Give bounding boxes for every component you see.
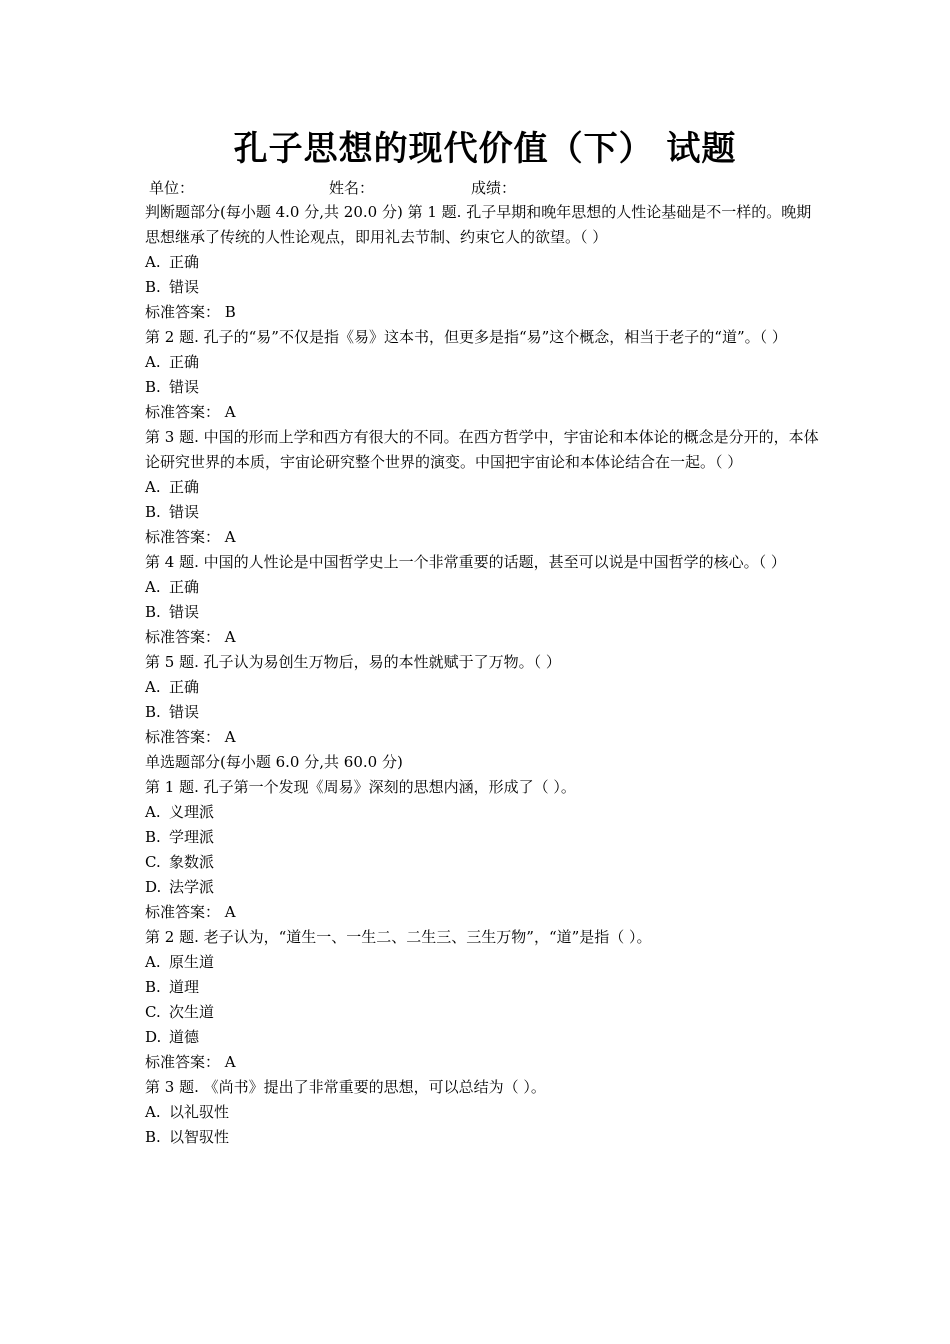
standard-answer: 标准答案： A	[145, 403, 236, 421]
option-text: 错误	[169, 603, 200, 621]
option-letter: A.	[145, 678, 161, 696]
document-page	[145, 124, 825, 1150]
option-text: 正确	[169, 253, 200, 271]
option-c	[145, 850, 825, 875]
option-text: 法学派	[169, 878, 215, 896]
option-letter: C.	[145, 853, 161, 871]
option-d	[145, 1025, 825, 1050]
option-b	[145, 975, 825, 1000]
option-text: 正确	[169, 353, 200, 371]
option-d	[145, 875, 825, 900]
option-b	[145, 700, 825, 725]
option-a	[145, 575, 825, 600]
question-text: 第 4 题. 中国的人性论是中国哲学史上一个非常重要的话题，甚至可以说是中国哲学的核心。（ ）	[145, 553, 786, 571]
question-text: 第 1 题. 孔子早期和晚年思想的人性论基础是不一样的。晚期思想继承了传统的人性论观点，即用礼去节制、约束它人的欲望。（ ）	[145, 203, 812, 246]
option-text: 错误	[169, 703, 200, 721]
option-text: 正确	[169, 578, 200, 596]
option-a	[145, 250, 825, 275]
standard-answer: 标准答案： A	[145, 903, 236, 921]
option-text: 错误	[169, 378, 200, 396]
page-title: 孔子思想的现代价值（下） 试题	[233, 129, 737, 169]
standard-answer: 标准答案： A	[145, 728, 236, 746]
option-letter: A.	[145, 353, 161, 371]
option-letter: B.	[145, 603, 161, 621]
option-letter: D.	[145, 878, 162, 896]
name-label: 姓名：	[329, 179, 375, 197]
section-header-true-false: 判断题部分(每小题 4.0 分,共 20.0 分)	[145, 203, 403, 221]
option-b	[145, 600, 825, 625]
option-text: 次生道	[169, 1003, 215, 1021]
option-b	[145, 275, 825, 300]
standard-answer: 标准答案： A	[145, 1053, 236, 1071]
option-b	[145, 500, 825, 525]
question-text: 第 5 题. 孔子认为易创生万物后，易的本性就赋于了万物。（ ）	[145, 653, 561, 671]
option-text: 错误	[169, 503, 200, 521]
question-text: 第 3 题. 中国的形而上学和西方有很大的不同。在西方哲学中，宇宙论和本体论的概念是分开的，本体论研究世界的本质，宇宙论研究整个世界的演变。中国把宇宙论和本体论结合在一起。（ ）	[145, 428, 819, 471]
option-text: 道德	[169, 1028, 200, 1046]
option-text: 原生道	[169, 953, 215, 971]
question-text: 第 3 题. 《尚书》提出了非常重要的思想，可以总结为（ ）。	[145, 1078, 546, 1096]
section-header-multiple-choice: 单选题部分(每小题 6.0 分,共 60.0 分)	[145, 753, 403, 771]
unit-label: 单位：	[149, 179, 195, 197]
option-letter: B.	[145, 503, 161, 521]
standard-answer: 标准答案： A	[145, 528, 236, 546]
option-a	[145, 950, 825, 975]
option-letter: C.	[145, 1003, 161, 1021]
option-letter: B.	[145, 1128, 161, 1146]
option-letter: B.	[145, 828, 161, 846]
option-text: 正确	[169, 478, 200, 496]
option-text: 义理派	[169, 803, 215, 821]
option-text: 以礼驭性	[169, 1103, 230, 1121]
question-text: 第 1 题. 孔子第一个发现《周易》深刻的思想内涵，形成了（ ）。	[145, 778, 576, 796]
option-b	[145, 825, 825, 850]
option-letter: D.	[145, 1028, 162, 1046]
option-letter: B.	[145, 378, 161, 396]
option-c	[145, 1000, 825, 1025]
option-a	[145, 800, 825, 825]
question-text: 第 2 题. 孔子的“易”不仅是指《易》这本书，但更多是指“易”这个概念，相当于老子的“道”。（ ）	[145, 328, 787, 346]
option-text: 学理派	[169, 828, 215, 846]
option-text: 以智驭性	[169, 1128, 230, 1146]
option-a	[145, 1100, 825, 1125]
option-letter: B.	[145, 703, 161, 721]
option-letter: A.	[145, 953, 161, 971]
option-text: 道理	[169, 978, 200, 996]
question-text: 第 2 题. 老子认为，“道生一、一生二、二生三、三生万物”，“道”是指（ ）。	[145, 928, 652, 946]
option-a	[145, 350, 825, 375]
option-a	[145, 475, 825, 500]
option-letter: B.	[145, 978, 161, 996]
standard-answer: 标准答案： B	[145, 303, 236, 321]
option-text: 正确	[169, 678, 200, 696]
exam-meta-row	[145, 178, 825, 200]
option-letter: A.	[145, 478, 161, 496]
option-letter: B.	[145, 278, 161, 296]
option-letter: A.	[145, 1103, 161, 1121]
option-letter: A.	[145, 803, 161, 821]
option-text: 错误	[169, 278, 200, 296]
option-text: 象数派	[169, 853, 215, 871]
score-label: 成绩：	[471, 179, 517, 197]
option-letter: A.	[145, 253, 161, 271]
tf-section	[145, 200, 825, 250]
option-b	[145, 375, 825, 400]
standard-answer: 标准答案： A	[145, 628, 236, 646]
option-a	[145, 675, 825, 700]
option-letter: A.	[145, 578, 161, 596]
option-b	[145, 1125, 825, 1150]
